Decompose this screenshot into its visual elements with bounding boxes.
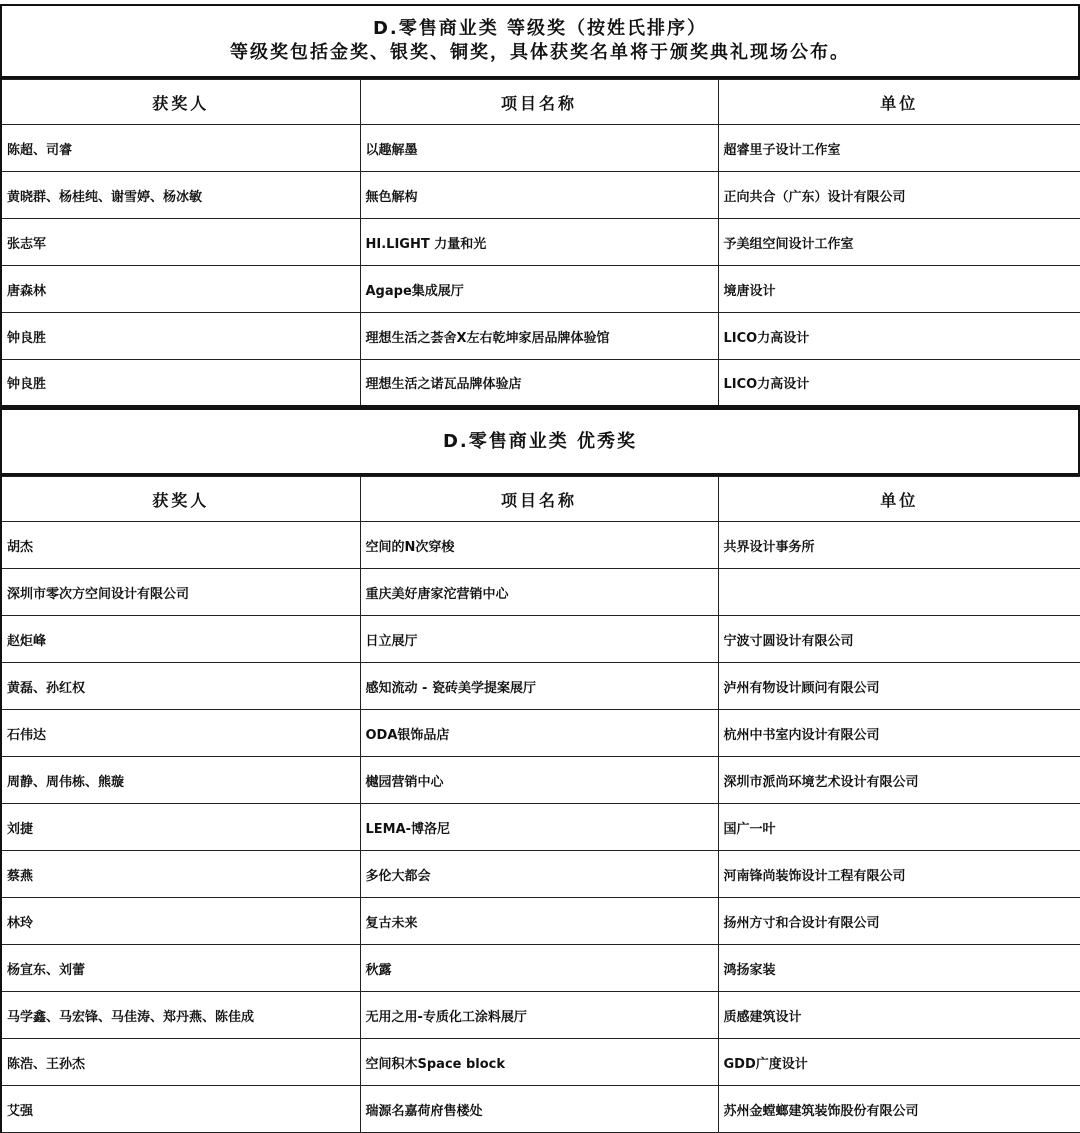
project-cell: 理想生活之诺瓦品牌体验店 [360,360,718,407]
table-row [1,804,1080,851]
winner-cell: 黄晓群、杨桂纯、谢雪婷、杨冰敏 [1,172,360,219]
table-row [1,522,1080,569]
section1-banner [0,4,1080,79]
winner-cell: 陈超、司睿 [1,125,360,172]
winner-cell: 林玲 [1,898,360,945]
winner-cell: 黄磊、孙红权 [1,663,360,710]
company-cell: 质感建筑设计 [718,992,1080,1039]
company-cell: 泸州有物设计顾问有限公司 [718,663,1080,710]
company-cell: 苏州金螳螂建筑装饰股份有限公司 [718,1086,1080,1133]
header-project: 项目名称 [360,477,718,522]
winner-cell: 杨宣东、刘蕾 [1,945,360,992]
project-cell: 樾园营销中心 [360,757,718,804]
company-cell: LICO力高设计 [718,313,1080,360]
winner-cell: 唐森林 [1,266,360,313]
table-header-row [1,477,1080,522]
table-row [1,313,1080,360]
table-row [1,992,1080,1039]
company-cell: 正向共合（广东）设计有限公司 [718,172,1080,219]
company-cell: 超睿里子设计工作室 [718,125,1080,172]
winner-cell: 陈浩、王孙杰 [1,1039,360,1086]
section1-subtitle: 等级奖包括金奖、银奖、铜奖，具体获奖名单将于颁奖典礼现场公布。 [230,42,850,63]
project-cell: 秋露 [360,945,718,992]
section1-table [0,79,1080,408]
section1-title: D.零售商业类 等级奖（按姓氏排序） [372,18,708,39]
project-cell: 以趣解墨 [360,125,718,172]
table-row [1,125,1080,172]
winner-cell: 赵炬峰 [1,616,360,663]
section2-body [1,522,1080,1133]
table-row [1,945,1080,992]
table-row [1,757,1080,804]
project-cell: 感知流动 - 瓷砖美学提案展厅 [360,663,718,710]
company-cell: 杭州中书室内设计有限公司 [718,710,1080,757]
company-cell: 扬州方寸和合设计有限公司 [718,898,1080,945]
project-cell: 理想生活之荟舍X左右乾坤家居品牌体验馆 [360,313,718,360]
project-cell: HI.LIGHT 力量和光 [360,219,718,266]
project-cell: 空间的N次穿梭 [360,522,718,569]
project-cell: Agape集成展厅 [360,266,718,313]
project-cell: ODA银饰品店 [360,710,718,757]
header-project: 项目名称 [360,80,718,125]
project-cell: 日立展厅 [360,616,718,663]
company-cell: 河南锋尚装饰设计工程有限公司 [718,851,1080,898]
winner-cell: 钟良胜 [1,313,360,360]
company-cell: 宁波寸圆设计有限公司 [718,616,1080,663]
project-cell: 無色解构 [360,172,718,219]
table-row [1,360,1080,407]
winner-cell: 刘捷 [1,804,360,851]
header-winner: 获奖人 [1,80,360,125]
winner-cell: 深圳市零次方空间设计有限公司 [1,569,360,616]
winner-cell: 钟良胜 [1,360,360,407]
winner-cell: 周静、周伟栋、熊璇 [1,757,360,804]
table-row [1,663,1080,710]
company-cell: 鸿扬家装 [718,945,1080,992]
company-cell: 深圳市派尚环境艺术设计有限公司 [718,757,1080,804]
table-row [1,219,1080,266]
table-row [1,172,1080,219]
table-row [1,266,1080,313]
section2-title: D.零售商业类 优秀奖 [442,430,638,452]
section2-banner [0,408,1080,476]
company-cell [718,569,1080,616]
table-row [1,710,1080,757]
company-cell: GDD广度设计 [718,1039,1080,1086]
company-cell: 境唐设计 [718,266,1080,313]
table-row [1,569,1080,616]
table-header-row [1,80,1080,125]
header-winner: 获奖人 [1,477,360,522]
table-row [1,1039,1080,1086]
winner-cell: 胡杰 [1,522,360,569]
project-cell: 无用之用-专质化工涂料展厅 [360,992,718,1039]
table-row [1,851,1080,898]
section2-table [0,476,1080,1133]
table-row [1,616,1080,663]
company-cell: 国广一叶 [718,804,1080,851]
winner-cell: 张志军 [1,219,360,266]
project-cell: 多伦大都会 [360,851,718,898]
company-cell: 予美组空间设计工作室 [718,219,1080,266]
company-cell: 共界设计事务所 [718,522,1080,569]
table-row [1,1086,1080,1133]
project-cell: 空间积木Space block [360,1039,718,1086]
project-cell: 复古未来 [360,898,718,945]
company-cell: LICO力高设计 [718,360,1080,407]
project-cell: LEMA-博洛尼 [360,804,718,851]
section1-body [1,125,1080,407]
winner-cell: 马学鑫、马宏锋、马佳涛、郑丹燕、陈佳成 [1,992,360,1039]
winner-cell: 蔡燕 [1,851,360,898]
project-cell: 瑞源名嘉荷府售楼处 [360,1086,718,1133]
table-row [1,898,1080,945]
project-cell: 重庆美好唐家沱营销中心 [360,569,718,616]
winner-cell: 艾强 [1,1086,360,1133]
winner-cell: 石伟达 [1,710,360,757]
header-company: 单位 [718,80,1080,125]
header-company: 单位 [718,477,1080,522]
